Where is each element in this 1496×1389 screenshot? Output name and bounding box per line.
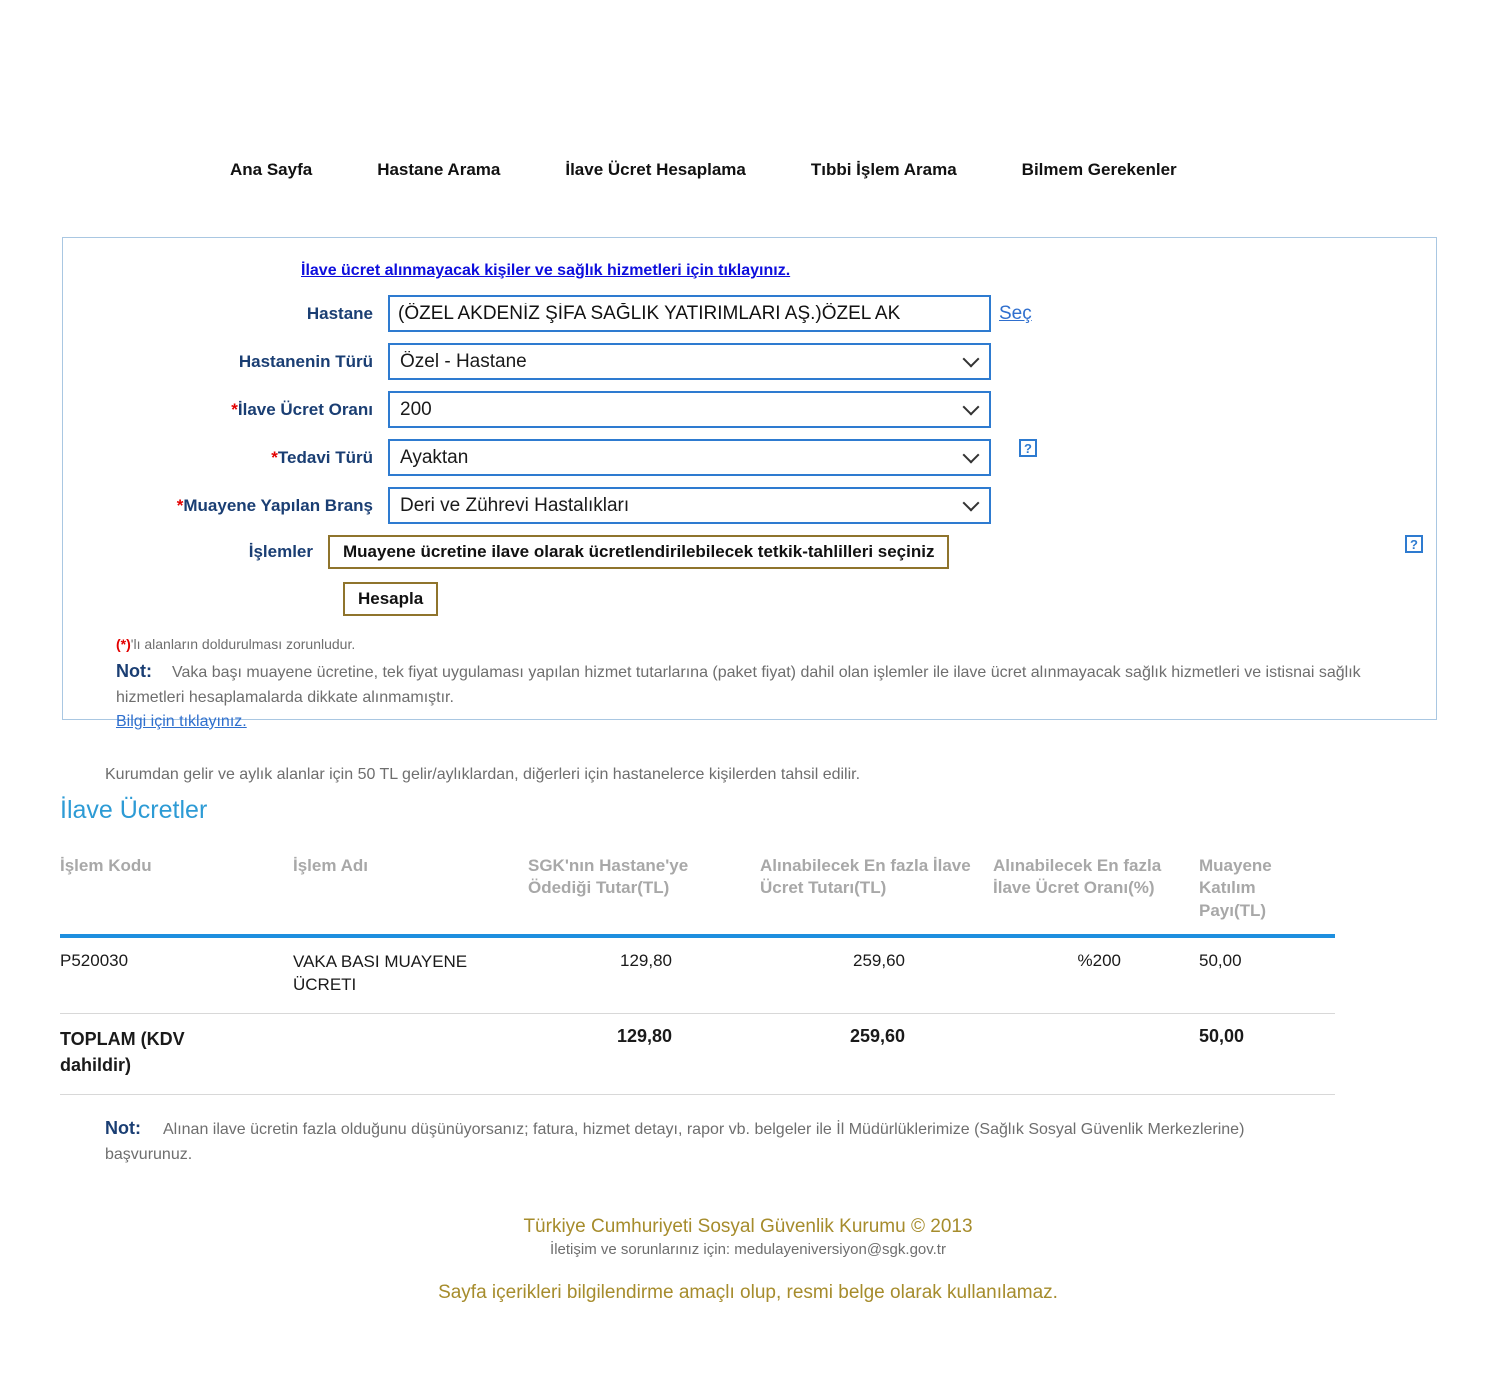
brans-value: Deri ve Zührevi Hastalıkları (400, 494, 630, 516)
hastane-turu-value: Özel - Hastane (400, 350, 527, 372)
note-text: Vaka başı muayene ücretine, tek fiyat uygulaması yapılan hizmet tutarlarına (paket fiyat) dahil olan işlemler ile ilave ücret alınmayacak sağlık hizmetleri ve istisnai sağlık hizmetleri hesaplamalarda dikkate alınmamıştır. (116, 664, 1361, 706)
header-ilave-ucret-tutari: Alınabilecek En fazla İlave Ücret Tutarı(TL) (760, 856, 971, 898)
hastane-input[interactable] (388, 295, 991, 332)
islemler-row (63, 535, 1436, 569)
note-label: Not: (116, 661, 152, 681)
top-navigation (230, 160, 1496, 180)
chevron-down-icon (963, 399, 980, 416)
ilave-ucret-orani-value: 200 (400, 398, 432, 420)
form-note (116, 658, 1383, 711)
islemler-label: İşlemler (248, 542, 313, 561)
tedavi-turu-label: *Tedavi Türü (271, 447, 373, 467)
brans-row (63, 487, 1436, 524)
chevron-down-icon (963, 351, 980, 368)
info-link[interactable]: Bilgi için tıklayınız. (116, 712, 247, 730)
ilave-ucret-orani-row (63, 391, 1436, 428)
brans-label: *Muayene Yapılan Branş (176, 495, 373, 515)
header-islem-kodu: İşlem Kodu (60, 856, 152, 875)
ilave-ucretler-table (60, 855, 1335, 1095)
ilave-ucret-orani-label: *İlave Ücret Oranı (231, 399, 373, 419)
footer-disclaimer: Sayfa içerikleri bilgilendirme amaçlı olup, resmi belge olarak kullanılamaz. (438, 1282, 1058, 1304)
table-header-row (60, 855, 1335, 938)
nav-item-hastane-arama[interactable]: Hastane Arama (377, 160, 501, 179)
hastane-sec-link[interactable]: Seç (999, 302, 1032, 324)
exempt-persons-link[interactable]: İlave ücret alınmayacak kişiler ve sağlık hizmetleri için tıklayınız. (301, 262, 791, 279)
table-row (60, 938, 1335, 1014)
nav-item-ilave-ucret-hesaplama[interactable]: İlave Ücret Hesaplama (565, 160, 746, 179)
hesapla-button[interactable]: Hesapla (343, 582, 438, 616)
total-ilave-ucret-tutari: 259,60 (849, 1026, 905, 1047)
total-katilim-payi: 50,00 (1199, 1026, 1245, 1047)
chevron-down-icon (963, 495, 980, 512)
footer-contact: İletişim ve sorunlarınız için: medulayeniversiyon@sgk.gov.tr (550, 1241, 946, 1259)
tedavi-turu-row (63, 439, 1436, 476)
chevron-down-icon (963, 447, 980, 464)
ilave-ucret-orani-select[interactable] (388, 391, 991, 428)
form-rows (63, 295, 1436, 616)
cell-islem-adi: VAKA BASI MUAYENE ÜCRETI (293, 952, 468, 995)
total-label: TOPLAM (KDV dahildir) (60, 1029, 185, 1076)
header-odedigi-tutar: SGK'nın Hastane'ye Ödediği Tutar(TL) (528, 856, 689, 898)
cell-ilave-ucret-orani: %200 (1077, 951, 1121, 971)
collection-note: Kurumdan gelir ve aylık alanlar için 50 TL gelir/aylıklardan, diğerleri için hastanelerce kişilerden tahsil edilir. (105, 766, 861, 783)
tedavi-turu-value: Ayaktan (400, 446, 469, 468)
header-islem-adi: İşlem Adı (293, 856, 368, 875)
hastane-row (63, 295, 1436, 332)
help-icon[interactable]: ? (1405, 535, 1423, 553)
cell-islem-kodu: P520030 (60, 951, 129, 971)
cell-katilim-payi: 50,00 (1199, 951, 1242, 971)
cell-ilave-ucret-tutari: 259,60 (853, 951, 905, 971)
help-icon[interactable]: ? (1019, 439, 1037, 457)
hesapla-row (63, 582, 1436, 616)
note-label: Not: (105, 1118, 141, 1139)
total-odedigi-tutar: 129,80 (616, 1026, 672, 1047)
cell-odedigi-tutar: 129,80 (620, 951, 672, 971)
results-title: İlave Ücretler (60, 796, 208, 824)
brans-select[interactable] (388, 487, 991, 524)
hastane-label: Hastane (306, 303, 373, 323)
table-total-row (60, 1014, 1335, 1095)
bottom-note (105, 1115, 1295, 1168)
calculation-form-panel (62, 237, 1437, 730)
header-katilim-payi: Muayene Katılım Payı(TL) (1199, 856, 1272, 920)
hastane-turu-row (63, 343, 1436, 380)
nav-item-bilmem-gerekenler[interactable]: Bilmem Gerekenler (1021, 160, 1177, 179)
nav-item-ana-sayfa[interactable]: Ana Sayfa (230, 160, 313, 179)
hastane-turu-select[interactable] (388, 343, 991, 380)
required-fields-note: (*)'lı alanların doldurulması zorunludur. (116, 636, 356, 652)
tedavi-turu-select[interactable] (388, 439, 991, 476)
hastane-turu-label: Hastanenin Türü (238, 351, 373, 371)
tetkik-tahlil-sec-button[interactable]: Muayene ücretine ilave olarak ücretlendirilebilecek tetkik-tahlilleri seçiniz (328, 535, 949, 569)
note-text: Alınan ilave ücretin fazla olduğunu düşünüyorsanız; fatura, hizmet detayı, rapor vb. belgeler ile İl Müdürlüklerimize (Sağlık Sosyal Güvenlik Merkezlerine) başvurunuz. (105, 1121, 1245, 1164)
header-ilave-ucret-orani: Alınabilecek En fazla İlave Ücret Oranı(%) (993, 856, 1162, 898)
nav-item-tibbi-islem-arama[interactable]: Tıbbi İşlem Arama (810, 160, 957, 179)
footer-copyright: Türkiye Cumhuriyeti Sosyal Güvenlik Kurumu © 2013 (523, 1216, 973, 1238)
